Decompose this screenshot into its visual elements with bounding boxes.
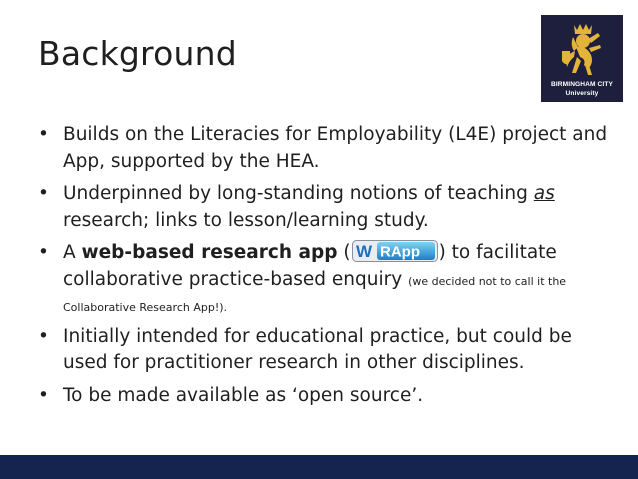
emphasis-text: as	[533, 183, 555, 204]
lion-crest-icon	[558, 21, 606, 79]
bold-text: web-based research app	[81, 242, 338, 263]
bullet-item	[38, 240, 618, 320]
small-note: (we decided not to call it the Collaborative Research App!).	[63, 274, 567, 314]
bullet-text: A	[63, 242, 82, 263]
logo-line-1: BIRMINGHAM CITY	[551, 81, 613, 88]
wrapp-logo-rapp: RApp	[379, 243, 420, 261]
bullet-text: ) to facilitate collaborative practice-based enquiry	[63, 242, 557, 290]
bullet-item	[38, 181, 618, 234]
slide-title: Background	[38, 34, 237, 73]
bullet-text: Builds on the Literacies for Employability (L4E) project and App, supported by the HEA.	[63, 124, 608, 172]
bullet-text: Initially intended for educational practice, but could be used for practitioner research in other disciplines.	[63, 325, 572, 373]
wrapp-logo-w: W	[355, 242, 372, 261]
bullet-item	[38, 324, 618, 377]
bullet-text: To be made available as ‘open source’.	[63, 384, 424, 406]
bullet-glyph: •	[38, 183, 49, 204]
bullet-item	[38, 122, 618, 175]
bullet-glyph: •	[38, 325, 49, 347]
bullet-text: Underpinned by long-standing notions of teaching	[63, 183, 534, 204]
bullet-item	[38, 383, 618, 410]
wrapp-logo-icon	[352, 240, 438, 262]
footer-bar	[0, 455, 638, 479]
bullet-text: (	[337, 242, 351, 263]
bullet-glyph: •	[38, 242, 49, 263]
bullet-text: research; links to lesson/learning study.	[63, 209, 429, 231]
bullet-glyph: •	[38, 384, 49, 406]
logo-line-2: University	[565, 90, 599, 97]
bullet-list	[38, 122, 618, 415]
bullet-glyph: •	[38, 124, 49, 145]
university-logo	[541, 15, 623, 102]
